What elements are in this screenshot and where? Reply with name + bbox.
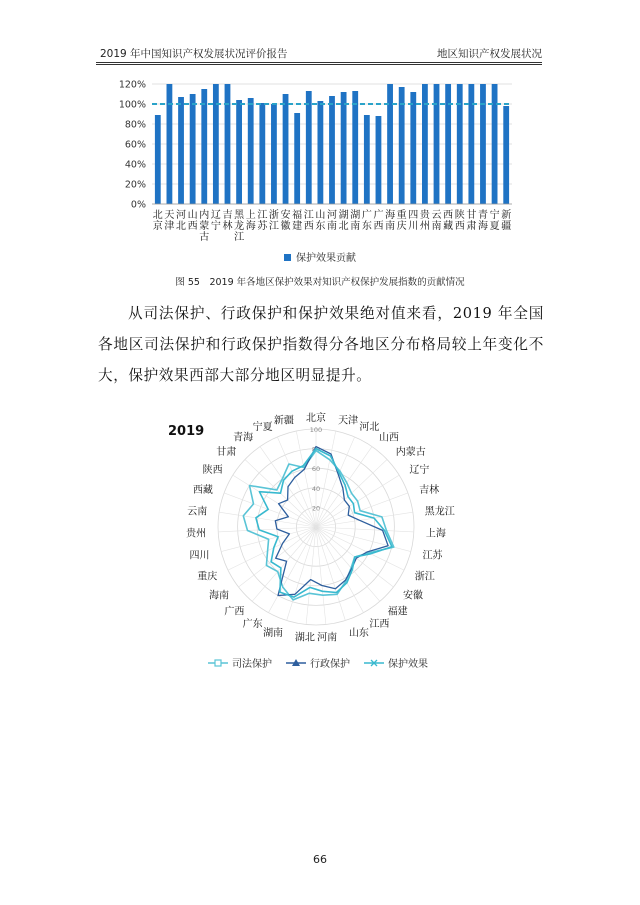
x-tick-label: 湖北 <box>338 210 349 232</box>
radar-axis-label: 甘肃 <box>216 447 237 459</box>
radar-axis-label: 青海 <box>233 432 254 444</box>
radar-axis-label: 山东 <box>348 627 369 639</box>
radar-spoke <box>316 527 411 552</box>
legend-label: 行政保护 <box>310 659 350 670</box>
legend-label: 保护效果贡献 <box>296 253 356 264</box>
radar-spoke <box>218 527 316 532</box>
x-tick-label: 安徽 <box>280 210 291 232</box>
bar <box>271 104 277 204</box>
radial-tick-label: 20 <box>311 504 321 513</box>
radial-tick-label: 60 <box>311 465 321 474</box>
radar-axis-label: 吉林 <box>419 484 440 496</box>
legend-label: 司法保护 <box>232 659 272 670</box>
x-tick-label: 云南 <box>431 210 442 232</box>
y-tick-label: 0% <box>130 199 146 211</box>
radar-axis-label: 黑龙江 <box>424 506 455 518</box>
radar-axis-label: 江西 <box>369 619 390 631</box>
figure-caption: 图 55 2019 年各地区保护效果对知识产权保护发展指数的贡献情况 <box>175 277 465 288</box>
header-rule-2 <box>96 64 542 65</box>
y-tick-label: 20% <box>124 179 146 191</box>
y-tick-label: 120% <box>118 80 146 91</box>
radar-axis-label: 安徽 <box>402 590 423 602</box>
radar-axis-label: 福建 <box>387 606 408 618</box>
bar <box>225 84 231 204</box>
x-tick-label: 上海 <box>245 210 256 232</box>
radar-axis-label: 湖南 <box>263 627 284 639</box>
radar-axis-label: 浙江 <box>414 571 435 583</box>
legend-marker <box>215 660 221 666</box>
y-tick-label: 40% <box>124 159 146 171</box>
x-tick-label: 宁夏 <box>489 210 500 232</box>
header-left: 2019 年中国知识产权发展状况评价报告 <box>100 48 288 60</box>
bar <box>422 84 428 204</box>
x-tick-label: 内蒙古 <box>199 210 210 243</box>
radar-spoke <box>316 527 380 601</box>
bar <box>352 91 358 204</box>
x-tick-label: 湖南 <box>350 210 361 232</box>
x-tick-label: 山西 <box>187 210 198 232</box>
x-tick-label: 贵州 <box>419 210 430 232</box>
x-tick-label: 辽宁 <box>210 210 221 232</box>
x-tick-label: 四川 <box>408 210 419 232</box>
x-tick-label: 新疆 <box>501 210 512 232</box>
y-tick-label: 60% <box>124 139 146 151</box>
bar <box>457 84 463 204</box>
x-tick-label: 天津 <box>164 210 175 232</box>
bar <box>364 115 370 204</box>
radar-axis-label: 河北 <box>359 421 380 433</box>
radar-axis-label: 北京 <box>306 413 326 424</box>
bar <box>294 113 300 204</box>
x-tick-label: 西藏 <box>443 210 454 232</box>
radar-axis-label: 宁夏 <box>252 421 273 433</box>
radar-spoke <box>316 527 345 621</box>
radar-axis-label: 四川 <box>189 550 210 562</box>
bar <box>167 84 173 204</box>
x-tick-label: 吉林 <box>222 210 233 232</box>
body-paragraph: 从司法保护、行政保护和保护效果绝对值来看，2019 年全国各地区司法保护和行政保护指数得分各地区分布格局较上年变化不大，保护效果西部大部分地区明显提升。 <box>98 305 544 384</box>
bar <box>259 103 265 204</box>
y-tick-label: 80% <box>124 119 146 131</box>
bar-chart <box>100 80 540 272</box>
radar-axis-label: 云南 <box>187 506 208 518</box>
x-tick-label: 山东 <box>315 210 326 232</box>
x-tick-label: 重庆 <box>396 210 407 232</box>
bar <box>178 97 184 204</box>
radar-axis-label: 辽宁 <box>409 464 430 476</box>
bar <box>503 106 509 204</box>
x-tick-label: 河北 <box>176 210 187 232</box>
bar <box>306 91 312 204</box>
x-tick-label: 江西 <box>303 210 314 232</box>
bar <box>410 92 416 204</box>
radar-axis-label: 湖北 <box>294 632 315 644</box>
radar-axis-label: 江苏 <box>422 550 443 562</box>
y-tick-label: 100% <box>118 99 146 111</box>
bar <box>387 84 393 204</box>
radar-axis-label: 海南 <box>209 590 230 602</box>
radar-axis-label: 广东 <box>242 619 263 631</box>
bar <box>283 94 289 204</box>
header-rule <box>96 62 542 63</box>
bar <box>248 98 254 204</box>
bar <box>341 92 347 204</box>
radar-axis-label: 天津 <box>338 415 359 427</box>
radar-axis-label: 重庆 <box>197 571 218 583</box>
x-tick-label: 广西 <box>373 210 384 232</box>
x-tick-label: 陕西 <box>454 210 465 232</box>
header-right: 地区知识产权发展状况 <box>437 48 542 60</box>
page-number: 66 <box>313 853 327 866</box>
bar <box>201 89 207 204</box>
radial-tick-label: 80 <box>311 445 321 454</box>
legend-label: 保护效果 <box>388 659 428 670</box>
bar <box>445 84 451 204</box>
radar-axis-label: 西藏 <box>192 484 213 496</box>
radar-chart <box>150 405 480 685</box>
radar-axis-label: 新疆 <box>273 415 294 427</box>
radar-axis-label: 陕西 <box>202 464 223 476</box>
x-tick-label: 海南 <box>385 210 396 232</box>
radar-spoke <box>316 527 414 532</box>
bar <box>190 94 196 204</box>
radar-axis-label: 贵州 <box>186 528 207 540</box>
x-tick-label: 广东 <box>361 210 372 232</box>
radar-axis-label: 内蒙古 <box>395 447 426 459</box>
legend-swatch <box>284 254 291 261</box>
bar <box>492 84 498 204</box>
radar-axis-label: 广西 <box>224 606 245 618</box>
x-tick-label: 黑龙江 <box>234 210 245 243</box>
radar-axis-label: 上海 <box>425 528 446 540</box>
bar <box>468 84 474 204</box>
bar <box>434 84 440 204</box>
bar <box>480 84 486 204</box>
bar <box>376 116 382 204</box>
x-tick-label: 江苏 <box>257 210 268 232</box>
x-tick-label: 北京 <box>152 210 163 232</box>
bar <box>236 100 242 204</box>
x-tick-label: 浙江 <box>268 210 279 232</box>
bar <box>155 115 161 204</box>
x-tick-label: 河南 <box>327 210 337 232</box>
bar <box>317 101 323 204</box>
bar <box>329 96 335 204</box>
radar-title: 2019 <box>168 424 205 439</box>
bar <box>213 84 219 204</box>
x-tick-label: 甘肃 <box>466 210 477 232</box>
radar-axis-label: 山西 <box>378 432 399 444</box>
radar-axis-label: 河南 <box>317 632 338 644</box>
radial-tick-label: 40 <box>311 484 321 493</box>
x-tick-label: 青海 <box>477 210 488 232</box>
x-tick-label: 福建 <box>292 210 303 232</box>
radar-spoke <box>287 527 316 621</box>
radial-tick-label: 100 <box>309 426 323 434</box>
